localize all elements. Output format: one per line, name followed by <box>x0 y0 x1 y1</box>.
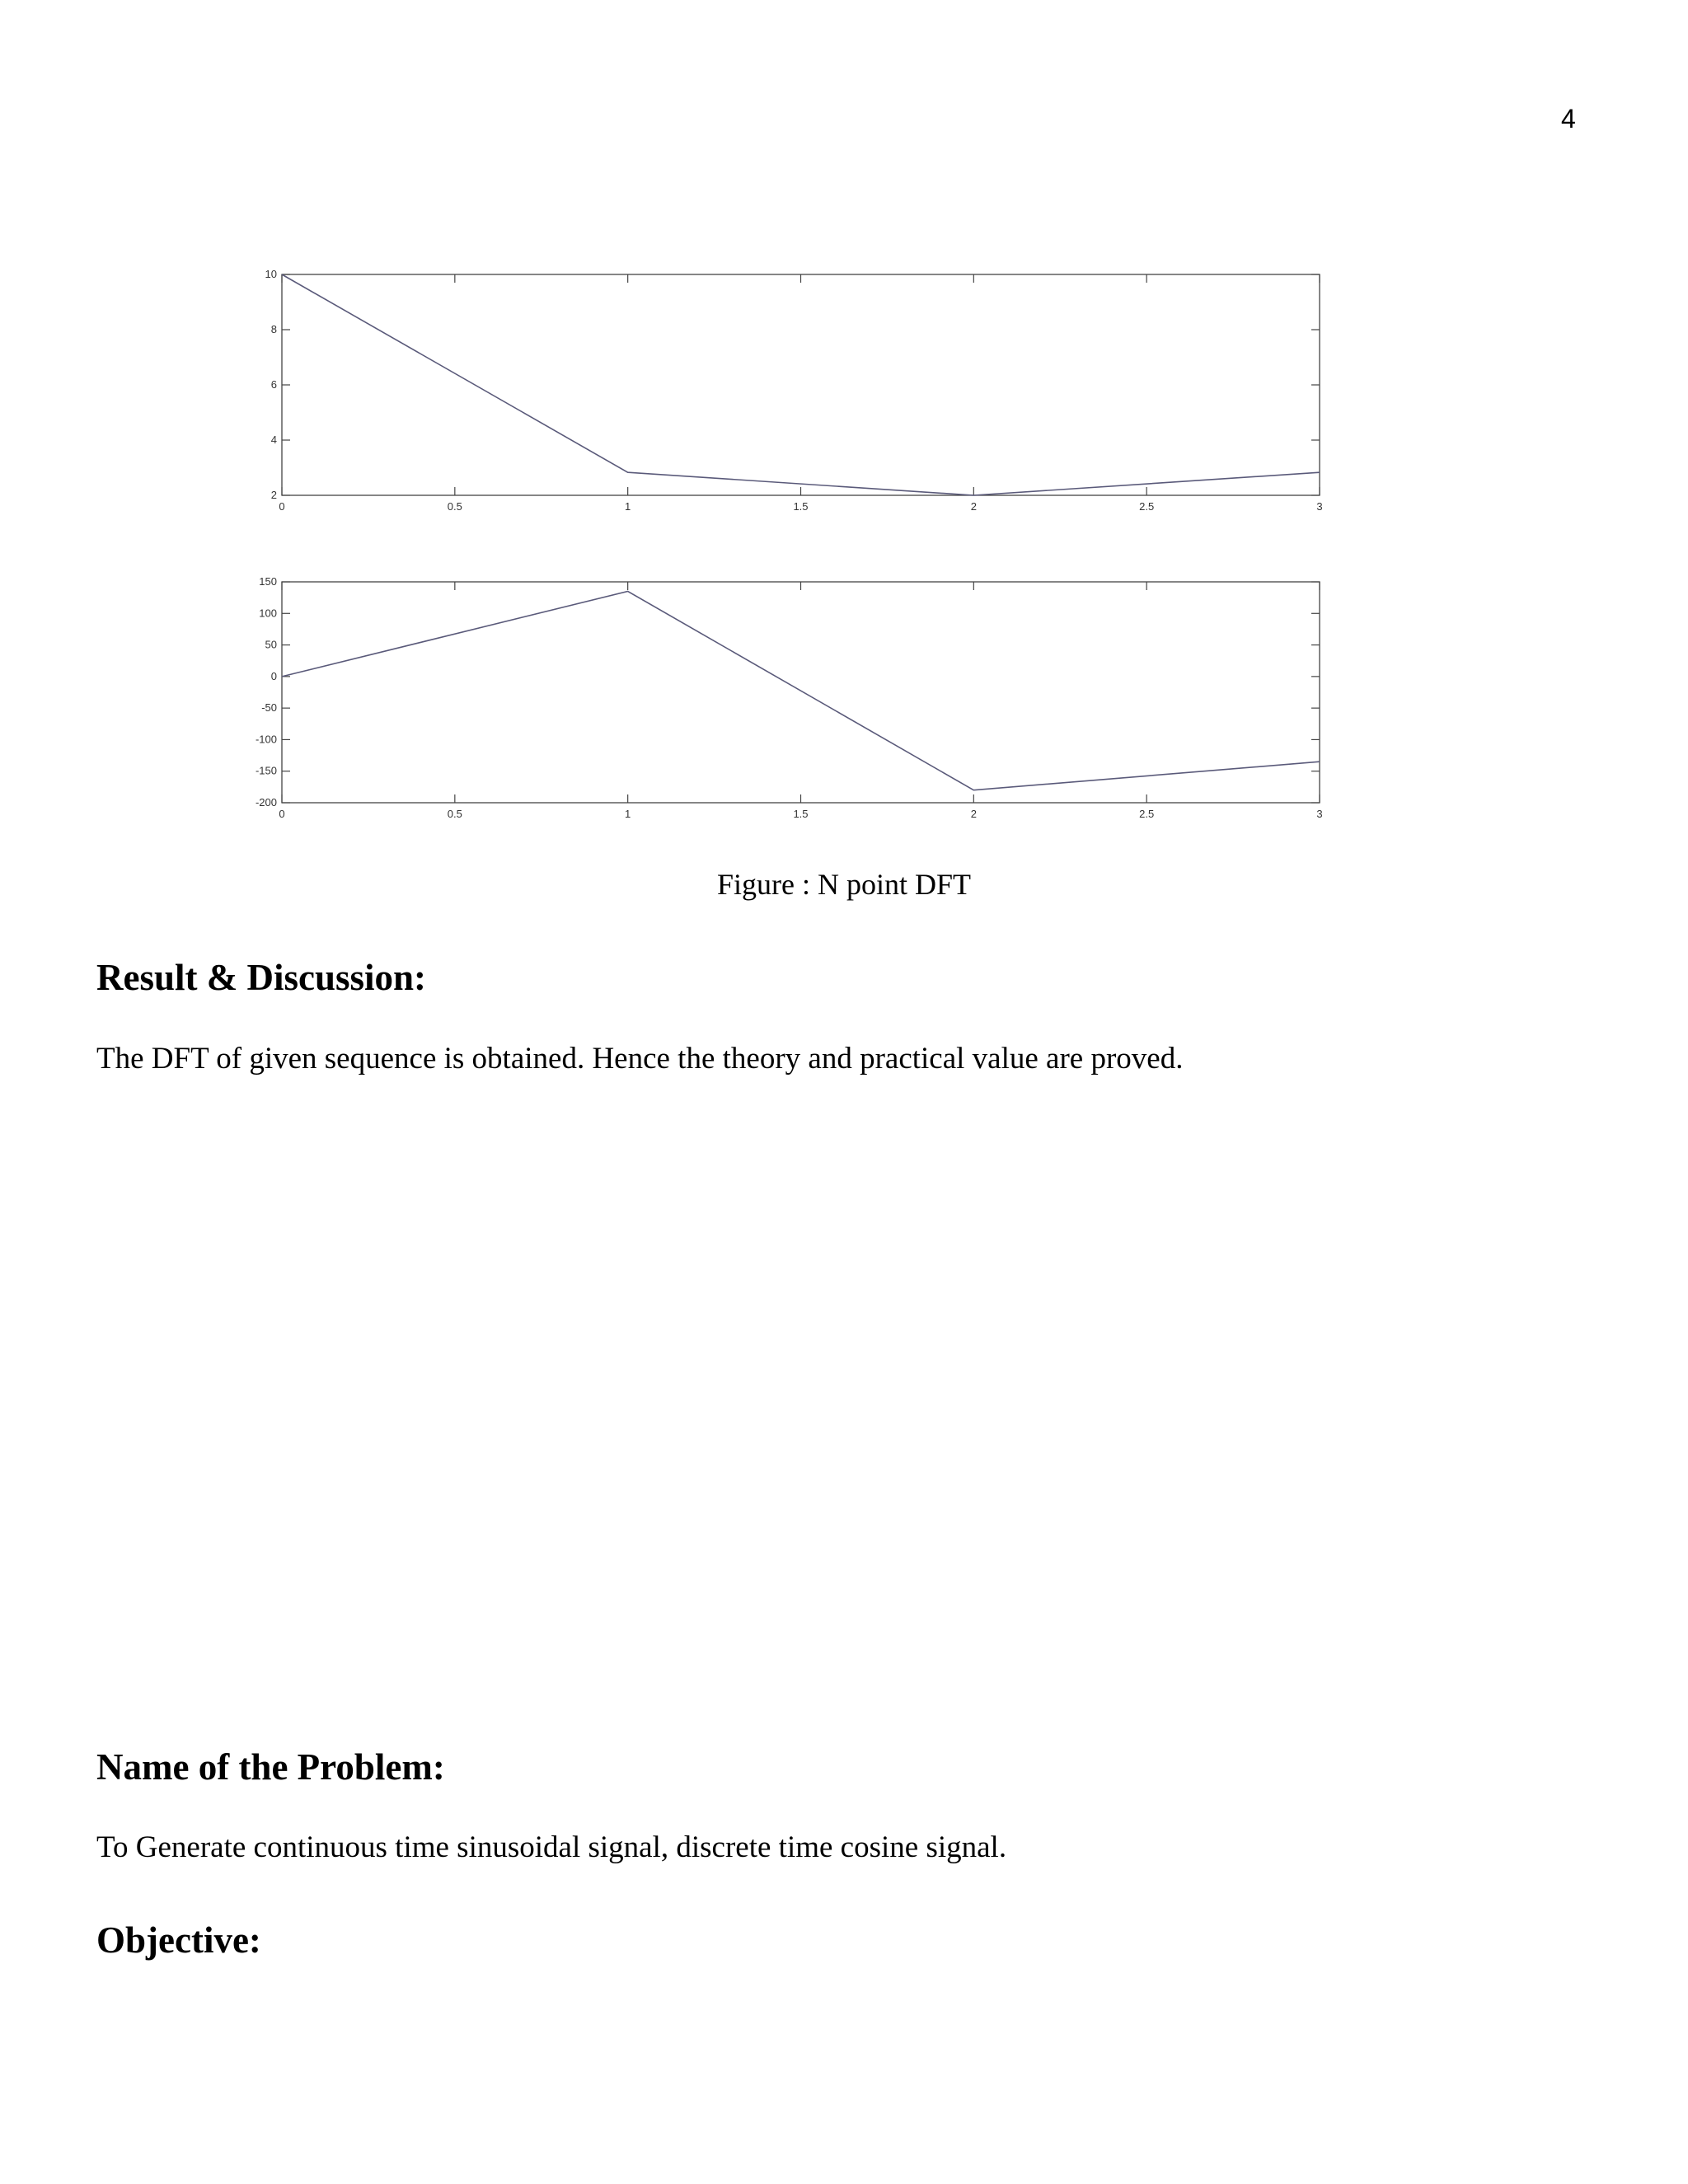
axes-frame <box>282 274 1320 495</box>
x-tick-label: 2 <box>970 808 977 820</box>
magnitude-plot <box>265 268 1323 513</box>
x-tick-label: 0.5 <box>447 808 462 820</box>
figure-caption: Figure : N point DFT <box>716 868 971 901</box>
page-number: 4 <box>1561 104 1576 134</box>
y-tick-label: 4 <box>270 434 277 446</box>
problem-name-heading: Name of the Problem: <box>96 1746 445 1788</box>
y-tick-label: 2 <box>270 489 277 501</box>
x-tick-label: 1.5 <box>793 808 809 820</box>
x-tick-label: 1 <box>625 808 631 820</box>
y-tick-label: -50 <box>261 701 277 715</box>
series-line-phase <box>282 592 1320 790</box>
x-tick-label: 2 <box>970 500 977 513</box>
y-tick-label: 10 <box>265 268 277 280</box>
axes-frame <box>282 582 1320 803</box>
result-discussion-heading: Result & Discussion: <box>96 957 427 998</box>
y-tick-label: 0 <box>270 669 277 682</box>
x-tick-label: 1 <box>625 500 631 513</box>
x-tick-label: 0 <box>279 500 285 513</box>
y-tick-label: 100 <box>259 607 277 620</box>
y-tick-label: 150 <box>259 575 277 588</box>
objective-heading: Objective: <box>96 1919 261 1961</box>
problem-name-text: To Generate continuous time sinusoidal signal, discrete time cosine signal. <box>96 1830 1007 1864</box>
series-line-magnitude <box>282 274 1320 495</box>
x-tick-label: 1.5 <box>793 500 809 513</box>
x-tick-label: 3 <box>1316 808 1323 820</box>
y-tick-label: -100 <box>255 733 277 746</box>
y-tick-label: -150 <box>255 764 277 777</box>
y-tick-label: -200 <box>255 796 277 808</box>
x-tick-label: 3 <box>1316 500 1323 513</box>
phase-plot <box>256 575 1323 820</box>
x-tick-label: 2.5 <box>1139 808 1155 820</box>
x-tick-label: 0.5 <box>447 500 462 513</box>
result-discussion-text: The DFT of given sequence is obtained. Hence the theory and practical value are proved. <box>96 1042 1184 1076</box>
dft-figure <box>0 0 1688 841</box>
x-tick-label: 0 <box>279 808 285 820</box>
y-tick-label: 8 <box>270 323 277 335</box>
y-tick-label: 6 <box>270 378 277 391</box>
x-tick-label: 2.5 <box>1139 500 1155 513</box>
y-tick-label: 50 <box>265 638 277 651</box>
